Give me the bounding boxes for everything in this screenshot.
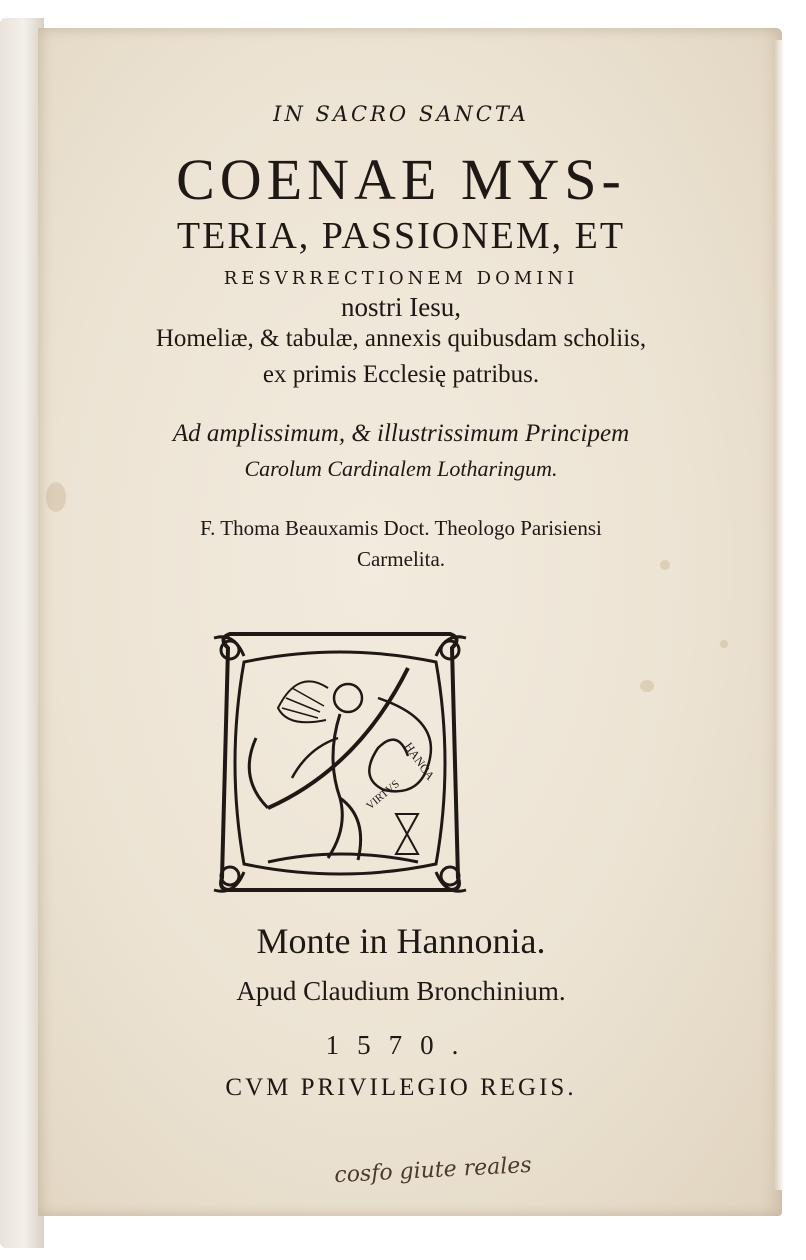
imprint-printer: Apud Claudium Bronchinium.	[236, 976, 566, 1006]
device-motto-2: VIRTVS	[364, 777, 402, 813]
manuscript-inscription: cosfo giute reales	[333, 1152, 533, 1189]
author-line-1: F. Thoma Beauxamis Doct. Theologo Parisiensi	[200, 516, 602, 540]
foxing-spot	[640, 680, 654, 692]
title-line-6: Homeliæ, & tabulæ, annexis quibusdam scholiis,	[155, 325, 647, 352]
page-fore-edge	[774, 40, 784, 1190]
title-line-7: ex primis Ecclesię patribus.	[262, 361, 540, 388]
device-motto-1: HANCA	[401, 739, 438, 783]
imprint-place: Monte in Hannonia.	[256, 921, 546, 961]
foxing-spot	[720, 640, 728, 648]
dedication-line-1: Ad amplissimum, & illustrissimum Principem	[172, 420, 630, 447]
imprint-year: 1570.	[325, 1030, 477, 1060]
privilege-line: CVM PRIVILEGIO REGIS.	[225, 1074, 577, 1101]
printer-device-woodcut	[208, 628, 472, 898]
title-line-5: nostri Iesu,	[341, 292, 461, 322]
dedication-line-2: Carolum Cardinalem Lotharingum.	[244, 456, 558, 481]
title-line-4: RESVRRECTIONEM DOMINI	[223, 268, 579, 289]
title-line-1: IN SACRO SANCTA	[273, 102, 529, 126]
foxing-spot	[46, 482, 66, 512]
author-line-2: Carmelita.	[356, 547, 446, 571]
title-line-3: TERIA, PASSIONEM, ET	[176, 215, 626, 257]
title-line-2: COENAE MYS-	[176, 147, 626, 212]
